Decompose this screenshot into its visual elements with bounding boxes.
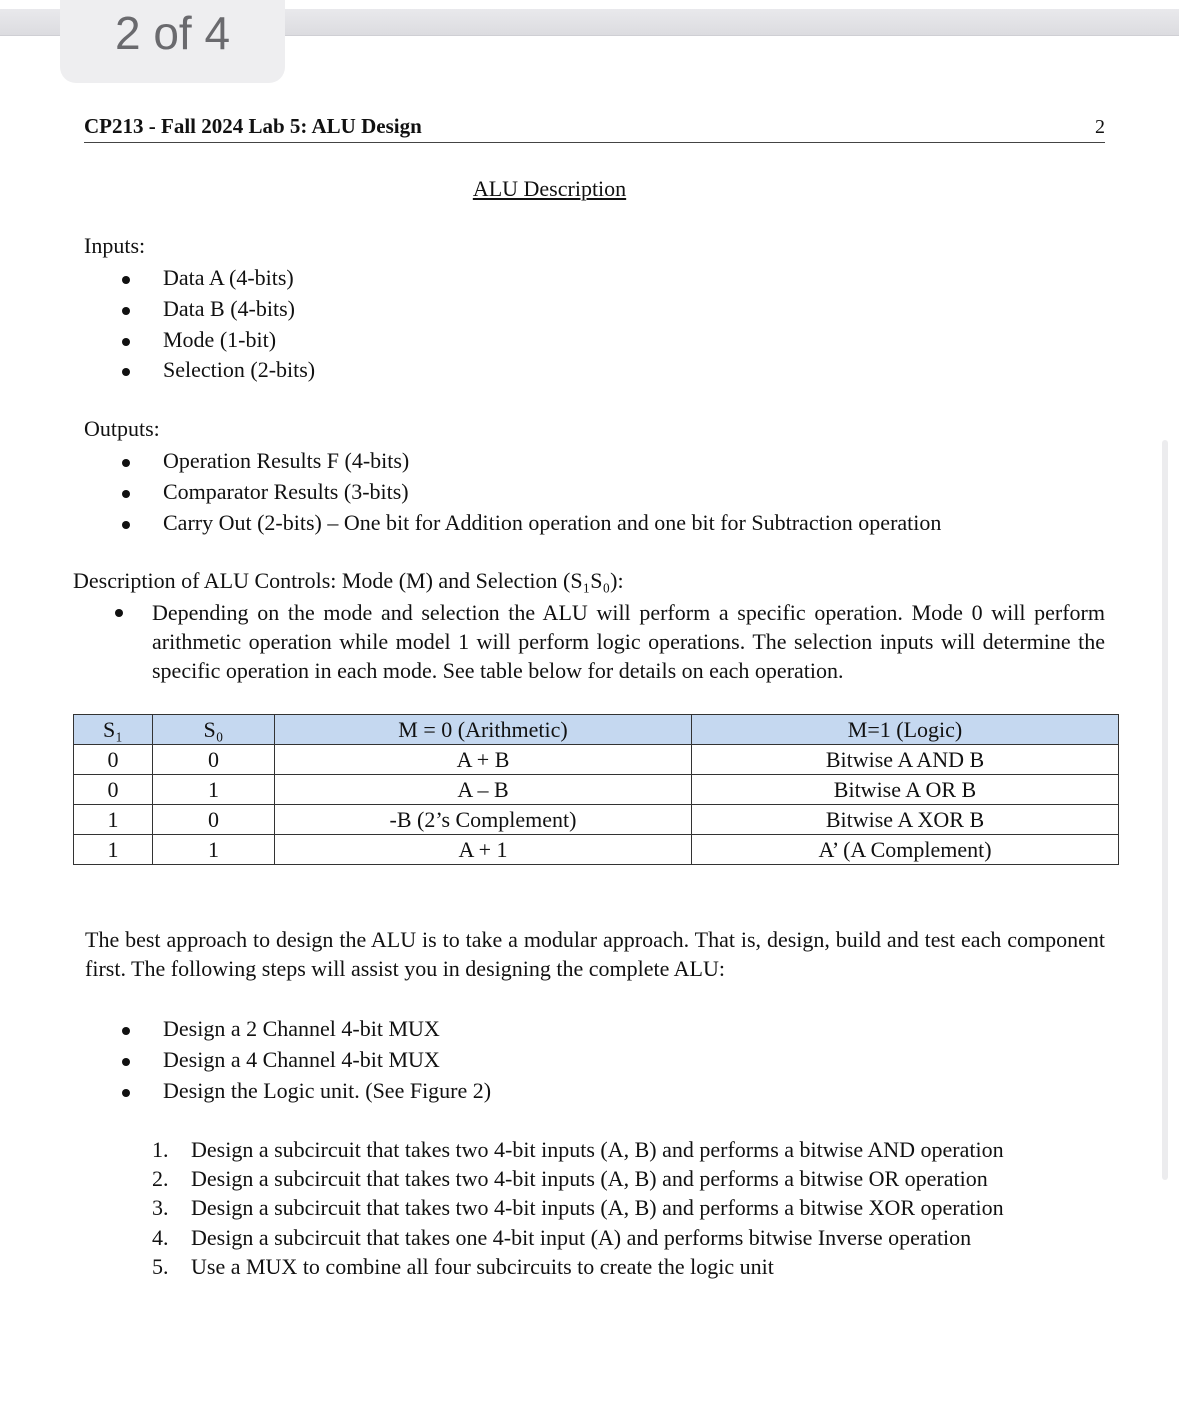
list-item: Carry Out (2-bits) – One bit for Addition operation and one bit for Subtraction operation bbox=[84, 508, 941, 539]
table-cell: 1 bbox=[153, 775, 275, 805]
list-item: Comparator Results (3-bits) bbox=[84, 477, 941, 508]
page-header bbox=[84, 112, 1105, 143]
table-cell: 1 bbox=[153, 835, 275, 865]
list-item: Data A (4-bits) bbox=[84, 263, 315, 294]
table-cell: A + 1 bbox=[275, 835, 692, 865]
inputs-label: Inputs: bbox=[84, 233, 146, 258]
step-text: Design a subcircuit that takes two 4-bit inputs (A, B) and performs a bitwise OR operation bbox=[191, 1166, 988, 1192]
header-s0: S₀ bbox=[153, 715, 275, 745]
controls-description: Depending on the mode and selection the ALU will perform a specific operation. Mode 0 will perform arithmetic operation while model 1 will perform logic operations. The selection inputs will determine the specific operation in each mode. See table below for details on each operation. bbox=[152, 600, 1105, 683]
controls-title: Description of ALU Controls: Mode (M) and Selection (S₁S₀): bbox=[73, 568, 624, 593]
table-row bbox=[74, 775, 1119, 805]
table-cell: A’ (A Complement) bbox=[692, 835, 1119, 865]
table-cell: 0 bbox=[74, 775, 153, 805]
list-item: Data B (4-bits) bbox=[84, 294, 315, 325]
list-item: Design a 4 Channel 4-bit MUX bbox=[84, 1045, 491, 1076]
table-cell: 0 bbox=[153, 805, 275, 835]
page-indicator: 2 of 4 bbox=[60, 0, 285, 83]
step-number: 2. bbox=[152, 1166, 169, 1192]
operations-table bbox=[73, 714, 1119, 865]
header-arithmetic: M = 0 (Arithmetic) bbox=[275, 715, 692, 745]
step-number: 5. bbox=[152, 1253, 169, 1279]
table-row bbox=[74, 835, 1119, 865]
list-item bbox=[152, 1135, 1004, 1164]
table-cell: -B (2’s Complement) bbox=[275, 805, 692, 835]
list-item: Operation Results F (4-bits) bbox=[84, 446, 941, 477]
step-text: Design a subcircuit that takes two 4-bit inputs (A, B) and performs a bitwise XOR operation bbox=[191, 1195, 1004, 1221]
step-text: Design a subcircuit that takes one 4-bit input (A) and performs bitwise Inverse operation bbox=[191, 1224, 972, 1250]
section-title: ALU Description bbox=[472, 176, 627, 201]
list-item bbox=[152, 1193, 1004, 1222]
table-cell: Bitwise A OR B bbox=[692, 775, 1119, 805]
table-cell: 1 bbox=[74, 835, 153, 865]
list-item bbox=[152, 1252, 1004, 1281]
table-cell: Bitwise A XOR B bbox=[692, 805, 1119, 835]
outputs-label: Outputs: bbox=[84, 416, 160, 441]
design-steps-list bbox=[84, 1014, 491, 1106]
list-item bbox=[152, 1223, 1004, 1252]
list-item: Design a 2 Channel 4-bit MUX bbox=[84, 1014, 491, 1045]
document-title: CP213 - Fall 2024 Lab 5: ALU Design bbox=[84, 114, 422, 138]
header-s1: S₁ bbox=[74, 715, 153, 745]
list-item: Selection (2-bits) bbox=[84, 355, 315, 386]
step-text: Design a subcircuit that takes two 4-bit inputs (A, B) and performs a bitwise AND operation bbox=[191, 1137, 1004, 1162]
table-cell: Bitwise A AND B bbox=[692, 745, 1119, 775]
table-header-row bbox=[74, 715, 1119, 745]
list-item: Design the Logic unit. (See Figure 2) bbox=[84, 1076, 491, 1107]
inputs-list bbox=[84, 263, 315, 386]
bullet-dot bbox=[115, 609, 123, 617]
step-number: 1. bbox=[152, 1137, 169, 1162]
table-cell: 0 bbox=[74, 745, 153, 775]
table-cell: A + B bbox=[275, 745, 692, 775]
table-cell: 1 bbox=[74, 805, 153, 835]
step-text: Use a MUX to combine all four subcircuits to create the logic unit bbox=[191, 1253, 774, 1279]
list-item: Mode (1-bit) bbox=[84, 325, 315, 356]
table-row bbox=[74, 805, 1119, 835]
step-number: 3. bbox=[152, 1195, 169, 1221]
list-item bbox=[152, 1164, 1004, 1193]
scrollbar[interactable] bbox=[1162, 440, 1168, 1180]
step-number: 4. bbox=[152, 1224, 169, 1250]
header-logic: M=1 (Logic) bbox=[692, 715, 1119, 745]
logic-unit-steps bbox=[152, 1135, 1004, 1281]
table-cell: 0 bbox=[153, 745, 275, 775]
page-number: 2 bbox=[1095, 116, 1105, 138]
outputs-list bbox=[84, 446, 941, 538]
table-row bbox=[74, 745, 1119, 775]
table-cell: A – B bbox=[275, 775, 692, 805]
approach-paragraph: The best approach to design the ALU is to take a modular approach. That is, design, build and test each component first. The following steps will assist you in designing the complete ALU: bbox=[85, 927, 1105, 981]
